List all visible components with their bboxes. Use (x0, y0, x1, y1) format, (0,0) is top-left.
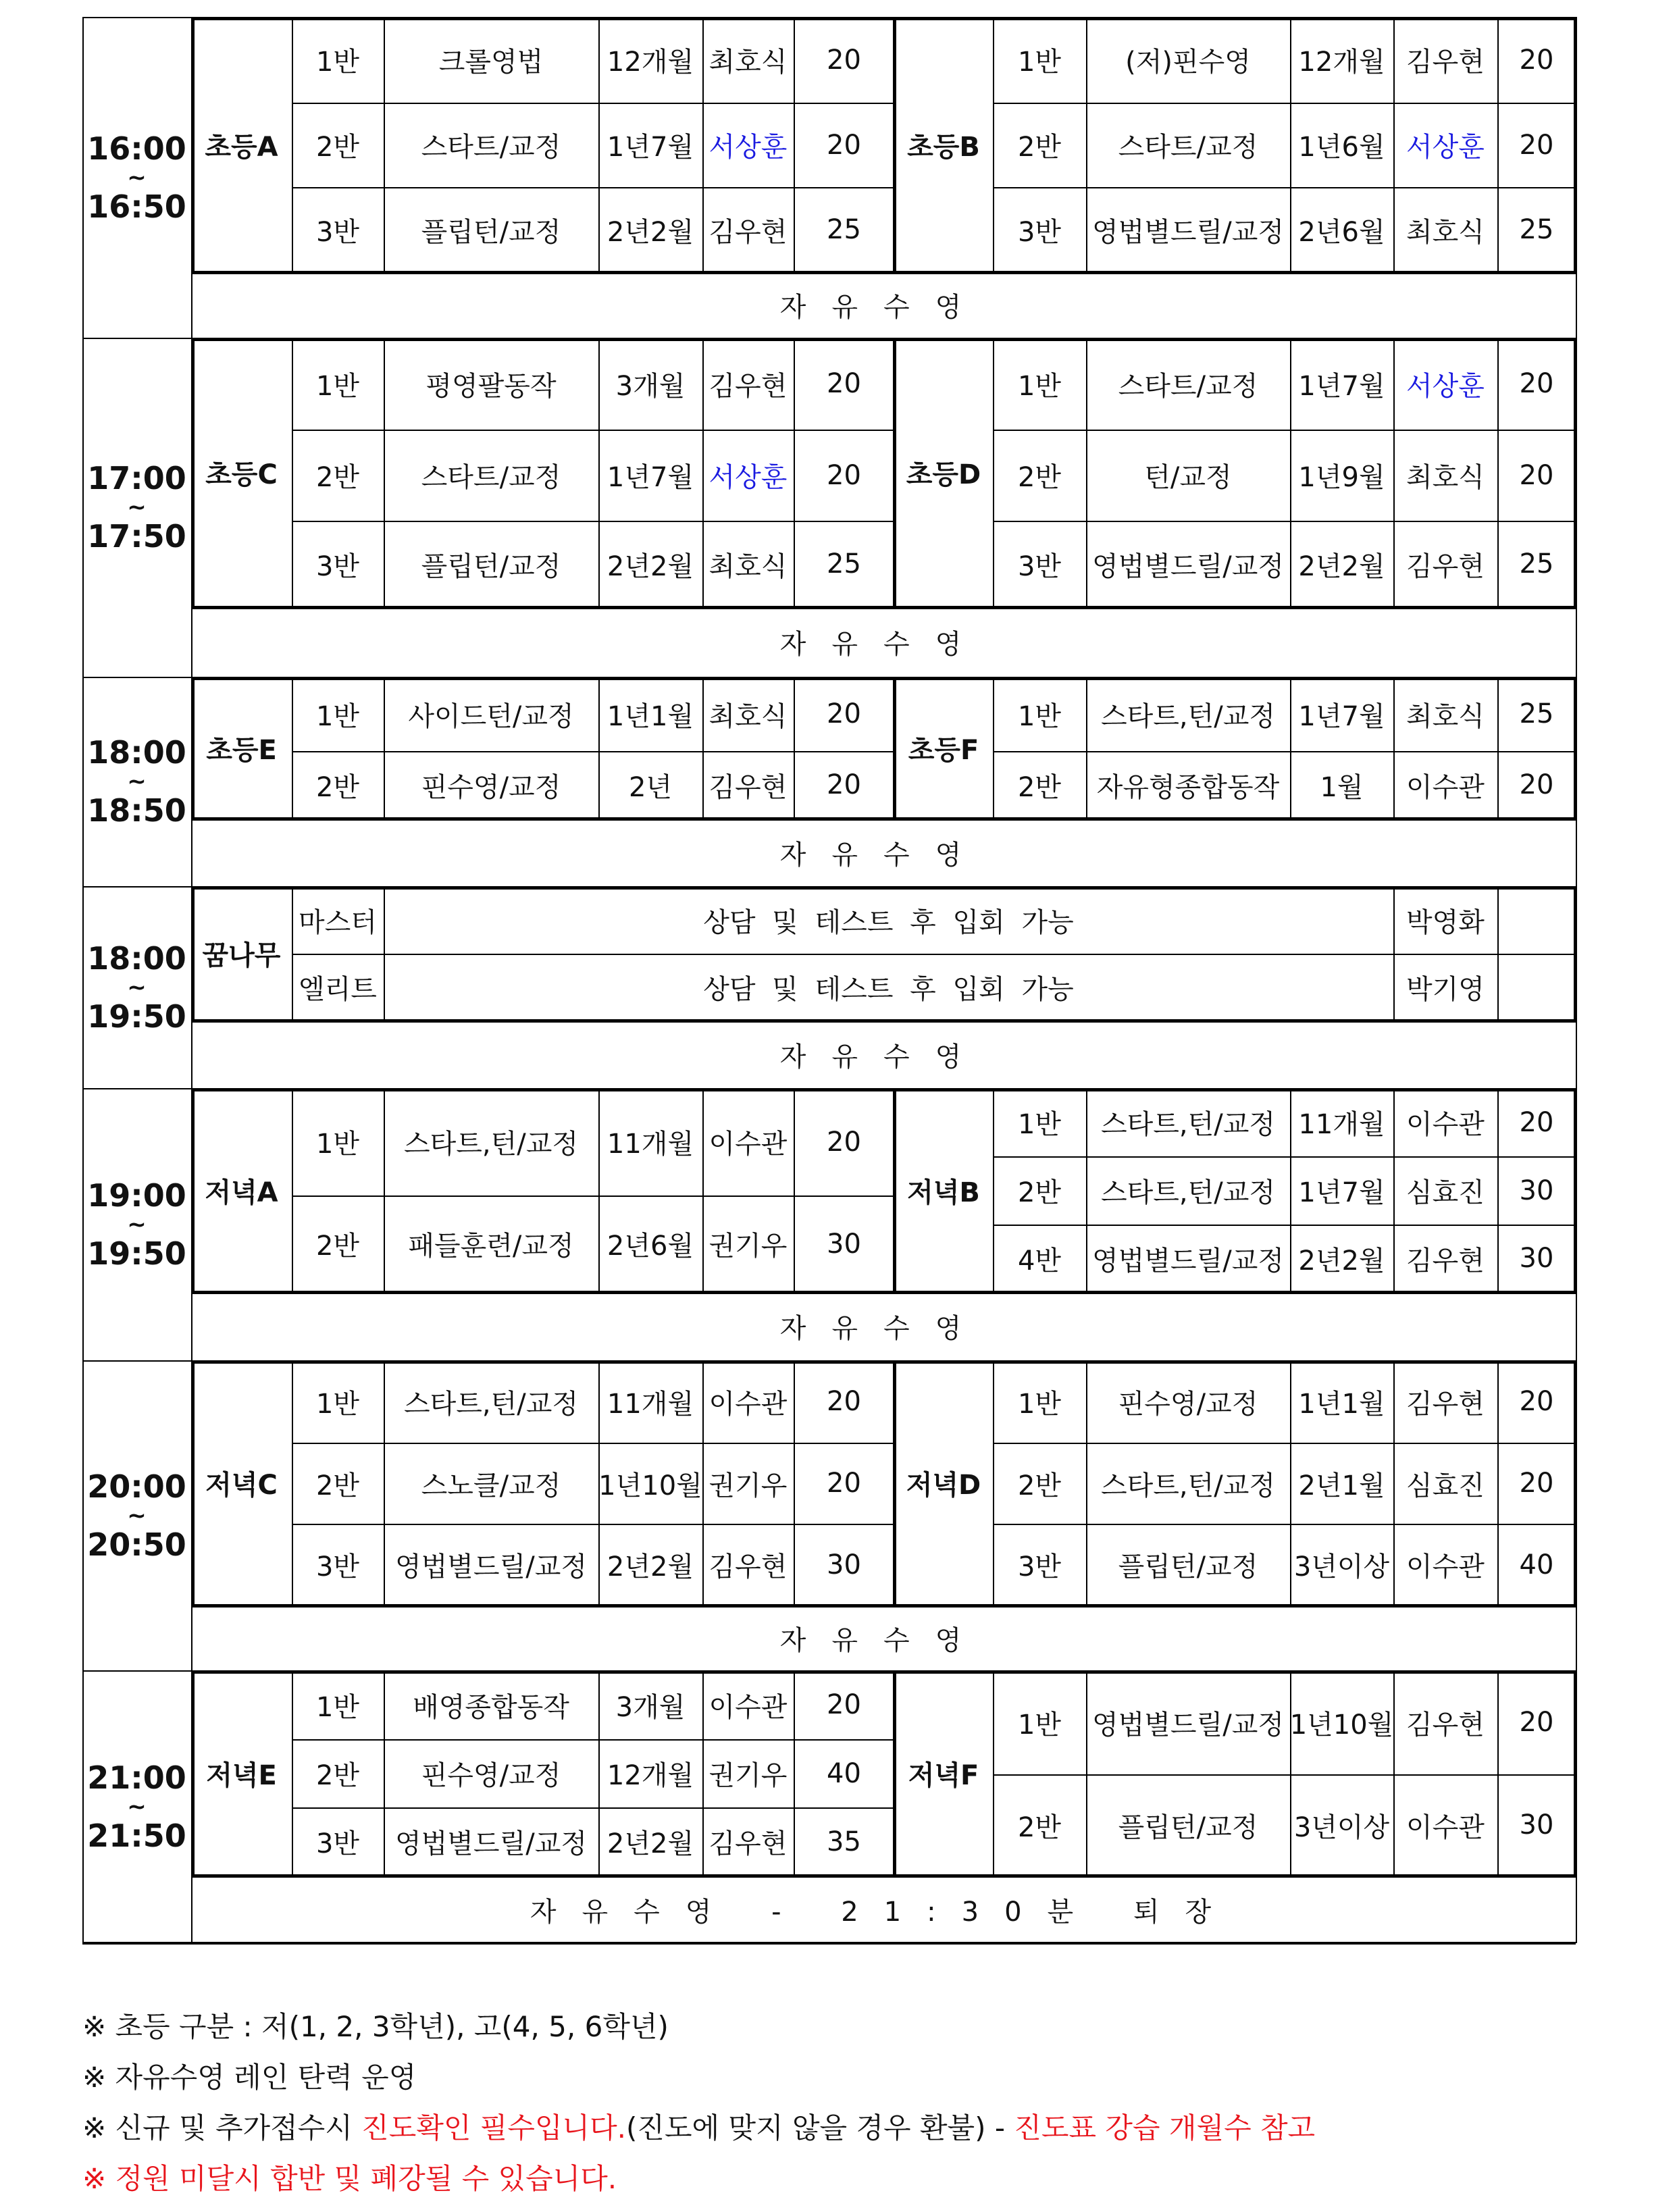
free-swim-label: 자유수영 (779, 1624, 987, 1656)
class-number: 2반 (315, 132, 360, 163)
class-number: 2반 (1017, 771, 1062, 803)
capacity: 30 (827, 1549, 861, 1580)
capacity: 25 (1519, 548, 1554, 580)
class-content: 영법별드릴/교정 (395, 1828, 587, 1859)
time-slot (82, 1670, 191, 1943)
class-period: 2년2월 (607, 550, 694, 582)
instructor: 김우현 (708, 1551, 788, 1583)
time-slot (82, 677, 191, 886)
class-number: 1반 (315, 700, 360, 732)
capacity: 25 (827, 548, 861, 580)
instructor: 이수관 (708, 1388, 788, 1420)
instructor: 이수관 (1406, 1551, 1485, 1583)
class-period: 1년6월 (1298, 132, 1385, 163)
class-content: 영법별드릴/교정 (1092, 1709, 1284, 1741)
time-end: 19:50 (87, 998, 186, 1035)
class-number: 4반 (1017, 1245, 1062, 1277)
time-separator: ~ (127, 1210, 147, 1238)
group-label: 초등E (206, 734, 277, 766)
class-number: 3반 (315, 1551, 360, 1583)
class-period: 1년1월 (1298, 1388, 1385, 1420)
instructor: 심효진 (1406, 1470, 1485, 1501)
class-period: 2년2월 (607, 1551, 694, 1583)
group-label: 초등D (906, 459, 981, 490)
center-divider (893, 1088, 896, 1292)
instructor: 서상훈 (708, 132, 788, 163)
instructor: 김우현 (1406, 1388, 1485, 1420)
group-label: 초등B (907, 131, 980, 163)
class-number: 1반 (315, 370, 360, 402)
class-period: 1년7월 (607, 132, 694, 163)
class-number: 3반 (1017, 550, 1062, 582)
class-period: 1년9월 (1298, 462, 1385, 493)
time-end: 21:50 (87, 1818, 186, 1854)
free-swim-label: 자유수영 (779, 629, 987, 660)
class-period: 2년2월 (607, 1828, 694, 1859)
capacity: 20 (827, 1689, 861, 1720)
time-separator: ~ (127, 768, 147, 795)
free-swim-label: 자유수영 - 21:30분 퇴장 (530, 1896, 1237, 1928)
time-start: 21:00 (87, 1759, 186, 1796)
class-content: (저)핀수영 (1125, 47, 1251, 78)
class-period: 2년6월 (1298, 216, 1385, 248)
class-number: 1반 (1017, 47, 1062, 78)
class-period: 1년7월 (1298, 1177, 1385, 1208)
capacity: 30 (1519, 1243, 1554, 1274)
instructor: 김우현 (1406, 1709, 1485, 1741)
free-swim-label: 자유수영 (779, 1041, 987, 1073)
instructor: 김우현 (1406, 550, 1485, 582)
class-period: 1년10월 (1289, 1709, 1394, 1741)
capacity: 40 (1519, 1549, 1554, 1580)
class-number: 1반 (1017, 1388, 1062, 1420)
instructor: 김우현 (708, 216, 788, 248)
instructor: 박영화 (1406, 906, 1485, 938)
capacity: 25 (827, 214, 861, 245)
instructor: 김우현 (708, 771, 788, 803)
time-separator: ~ (127, 1793, 147, 1820)
group-label: 저녁A (205, 1177, 278, 1208)
class-content: 영법별드릴/교정 (395, 1551, 587, 1583)
class-period: 3개월 (615, 370, 686, 402)
group-label: 저녁C (205, 1470, 278, 1501)
instructor: 권기우 (708, 1470, 788, 1501)
instructor: 최호식 (1406, 700, 1485, 732)
class-number: 1반 (315, 1129, 360, 1160)
group-label: 꿈나무 (202, 940, 281, 971)
instructor: 이수관 (708, 1691, 788, 1723)
class-number: 3반 (315, 216, 360, 248)
capacity: 20 (1519, 1106, 1554, 1138)
time-end: 17:50 (87, 518, 186, 555)
group-label: 초등F (908, 734, 979, 766)
instructor: 최호식 (708, 700, 788, 732)
capacity: 30 (827, 1228, 861, 1260)
class-content: 스타트,턴/교정 (1100, 1470, 1276, 1501)
capacity: 20 (827, 1468, 861, 1499)
class-number: 2반 (315, 462, 360, 493)
free-swim-label: 자유수영 (779, 292, 987, 323)
class-content: 패들훈련/교정 (408, 1231, 574, 1262)
class-content: 플립턴/교정 (1118, 1551, 1258, 1583)
class-number: 1반 (315, 1691, 360, 1723)
class-content: 스타트,턴/교정 (403, 1129, 579, 1160)
capacity: 20 (1519, 1386, 1554, 1417)
class-number: 1반 (1017, 1709, 1062, 1741)
time-start: 20:00 (87, 1468, 186, 1505)
class-period: 2년1월 (1298, 1470, 1385, 1501)
class-number: 2반 (315, 771, 360, 803)
group-label: 초등C (205, 459, 278, 490)
capacity: 20 (1519, 1707, 1554, 1738)
class-content: 플립턴/교정 (421, 216, 561, 248)
time-slot (82, 1088, 191, 1360)
class-period: 3개월 (615, 1691, 686, 1723)
class-period: 11개월 (607, 1388, 694, 1420)
time-start: 16:00 (87, 130, 186, 167)
center-divider (893, 1670, 896, 1876)
time-start: 18:00 (87, 734, 186, 771)
class-number: 3반 (1017, 216, 1062, 248)
instructor: 박기영 (1406, 974, 1485, 1005)
class-content: 플립턴/교정 (421, 550, 561, 582)
class-number: 1반 (1017, 370, 1062, 402)
instructor: 권기우 (708, 1760, 788, 1791)
instructor: 권기우 (708, 1231, 788, 1262)
class-period: 1년10월 (598, 1470, 702, 1501)
class-content: 스타트,턴/교정 (1100, 700, 1276, 732)
time-start: 18:00 (87, 940, 186, 977)
class-content: 핀수영/교정 (421, 771, 561, 803)
class-content: 스타트/교정 (1118, 370, 1258, 402)
capacity: 40 (827, 1757, 861, 1789)
instructor: 이수관 (1406, 1811, 1485, 1843)
class-number: 3반 (315, 550, 360, 582)
class-content: 핀수영/교정 (421, 1760, 561, 1791)
class-period: 3년이상 (1293, 1551, 1390, 1583)
capacity: 20 (827, 698, 861, 729)
capacity: 20 (1519, 129, 1554, 161)
class-number: 2반 (315, 1470, 360, 1501)
instructor: 김우현 (1406, 47, 1485, 78)
class-content: 스타트,턴/교정 (403, 1388, 579, 1420)
class-number: 2반 (1017, 1177, 1062, 1208)
capacity: 20 (1519, 368, 1554, 399)
class-content: 영법별드릴/교정 (1092, 550, 1284, 582)
time-slot (82, 17, 191, 338)
group-label: 초등A (205, 131, 278, 163)
instructor: 서상훈 (708, 462, 788, 493)
time-end: 20:50 (87, 1526, 186, 1563)
class-content: 스노클/교정 (421, 1470, 561, 1501)
class-number: 1반 (1017, 700, 1062, 732)
class-content: 플립턴/교정 (1118, 1811, 1258, 1843)
class-period: 2년2월 (1298, 1245, 1385, 1277)
class-period: 1년1월 (607, 700, 694, 732)
time-separator: ~ (127, 1501, 147, 1529)
capacity: 20 (1519, 44, 1554, 76)
instructor: 최호식 (708, 47, 788, 78)
time-end: 19:50 (87, 1235, 186, 1272)
instructor: 서상훈 (1406, 132, 1485, 163)
class-period: 2년6월 (607, 1231, 694, 1262)
class-content: 스타트/교정 (421, 132, 561, 163)
class-period: 11개월 (607, 1129, 694, 1160)
free-swim-bottom-line (191, 1943, 1576, 1945)
class-number: 2반 (1017, 1811, 1062, 1843)
class-number: 3반 (315, 1828, 360, 1859)
instructor: 최호식 (1406, 462, 1485, 493)
class-content: 평영팔동작 (426, 370, 557, 402)
group-label: 저녁E (206, 1759, 277, 1791)
time-slot (82, 1360, 191, 1670)
capacity: 30 (1519, 1175, 1554, 1206)
class-content: 영법별드릴/교정 (1092, 1245, 1284, 1277)
time-end: 16:50 (87, 188, 186, 225)
class-content: 스타트,턴/교정 (1100, 1109, 1276, 1140)
instructor: 서상훈 (1406, 370, 1485, 402)
class-content: 핀수영/교정 (1118, 1388, 1258, 1420)
center-divider (893, 1360, 896, 1605)
class-description: 상담 및 테스트 후 입회 가능 (703, 906, 1074, 938)
note-lane-operation: ※ 자유수영 레인 탄력 운영 (82, 2061, 417, 2094)
time-separator: ~ (127, 494, 147, 521)
capacity: 20 (827, 44, 861, 76)
class-number: 3반 (1017, 1551, 1062, 1583)
class-content: 스타트/교정 (1118, 132, 1258, 163)
instructor: 김우현 (708, 1828, 788, 1859)
class-number: 2반 (1017, 132, 1062, 163)
note-grade-division: ※ 초등 구분 : 저(1, 2, 3학년), 고(4, 5, 6학년) (82, 2010, 669, 2043)
capacity: 25 (1519, 698, 1554, 729)
class-description: 상담 및 테스트 후 입회 가능 (703, 974, 1074, 1005)
class-period: 12개월 (607, 47, 694, 78)
class-period: 3년이상 (1293, 1811, 1390, 1843)
note-registration: ※ 신규 및 추가접수시 진도확인 필수입니다.(진도에 맞지 않을 경우 환불) - 진도표 강습 개월수 참고 (82, 2111, 1316, 2144)
instructor: 김우현 (708, 370, 788, 402)
time-start: 17:00 (87, 460, 186, 496)
group-label: 저녁D (906, 1470, 981, 1501)
class-number: 2반 (315, 1760, 360, 1791)
class-number: 1반 (1017, 1109, 1062, 1140)
free-swim-label: 자유수영 (779, 839, 987, 871)
capacity: 20 (827, 129, 861, 161)
time-slot (82, 338, 191, 677)
instructor: 이수관 (1406, 1109, 1485, 1140)
group-label: 저녁B (907, 1177, 980, 1208)
capacity: 20 (827, 1126, 861, 1158)
note-class-merge-warning: ※ 정원 미달시 합반 및 폐강될 수 있습니다. (82, 2162, 617, 2195)
center-divider (893, 677, 896, 819)
time-divider (82, 1943, 191, 1945)
class-content: 사이드턴/교정 (408, 700, 574, 732)
time-separator: ~ (127, 163, 147, 191)
capacity: 35 (827, 1826, 861, 1857)
capacity: 20 (827, 459, 861, 491)
instructor: 김우현 (1406, 1245, 1485, 1277)
capacity: 20 (1519, 1468, 1554, 1499)
capacity: 20 (827, 1386, 861, 1417)
class-period: 12개월 (1298, 47, 1385, 78)
capacity: 25 (1519, 214, 1554, 245)
group-label: 저녁F (908, 1759, 979, 1791)
class-level: 엘리트 (299, 974, 377, 1005)
class-content: 스타트/교정 (421, 462, 561, 493)
time-slot (82, 886, 191, 1088)
class-period: 2년 (628, 771, 673, 803)
instructor: 이수관 (708, 1129, 788, 1160)
class-number: 2반 (315, 1231, 360, 1262)
class-period: 11개월 (1298, 1109, 1385, 1140)
capacity: 20 (1519, 769, 1554, 800)
class-period: 1년7월 (1298, 370, 1385, 402)
class-content: 배영종합동작 (413, 1691, 569, 1723)
class-content: 크롤영법 (438, 47, 544, 78)
free-swim-label: 자유수영 (779, 1313, 987, 1344)
capacity: 20 (1519, 459, 1554, 491)
class-content: 스타트,턴/교정 (1100, 1177, 1276, 1208)
class-number: 1반 (315, 47, 360, 78)
class-period: 1년7월 (1298, 700, 1385, 732)
time-separator: ~ (127, 973, 147, 1001)
center-divider (893, 338, 896, 607)
instructor: 이수관 (1406, 771, 1485, 803)
class-period: 12개월 (607, 1760, 694, 1791)
instructor: 심효진 (1406, 1177, 1485, 1208)
capacity: 30 (1519, 1809, 1554, 1841)
class-level: 마스터 (299, 906, 377, 938)
class-period: 2년2월 (607, 216, 694, 248)
class-period: 1월 (1320, 771, 1364, 803)
class-period: 2년2월 (1298, 550, 1385, 582)
class-number: 2반 (1017, 462, 1062, 493)
instructor: 최호식 (708, 550, 788, 582)
capacity: 20 (827, 769, 861, 800)
time-end: 18:50 (87, 792, 186, 829)
instructor: 최호식 (1406, 216, 1485, 248)
capacity: 20 (827, 368, 861, 399)
class-period: 1년7월 (607, 462, 694, 493)
class-number: 1반 (315, 1388, 360, 1420)
class-content: 턴/교정 (1144, 462, 1232, 493)
center-divider (893, 17, 896, 272)
time-start: 19:00 (87, 1177, 186, 1214)
class-number: 2반 (1017, 1470, 1062, 1501)
class-content: 자유형종합동작 (1096, 771, 1280, 803)
class-content: 영법별드릴/교정 (1092, 216, 1284, 248)
